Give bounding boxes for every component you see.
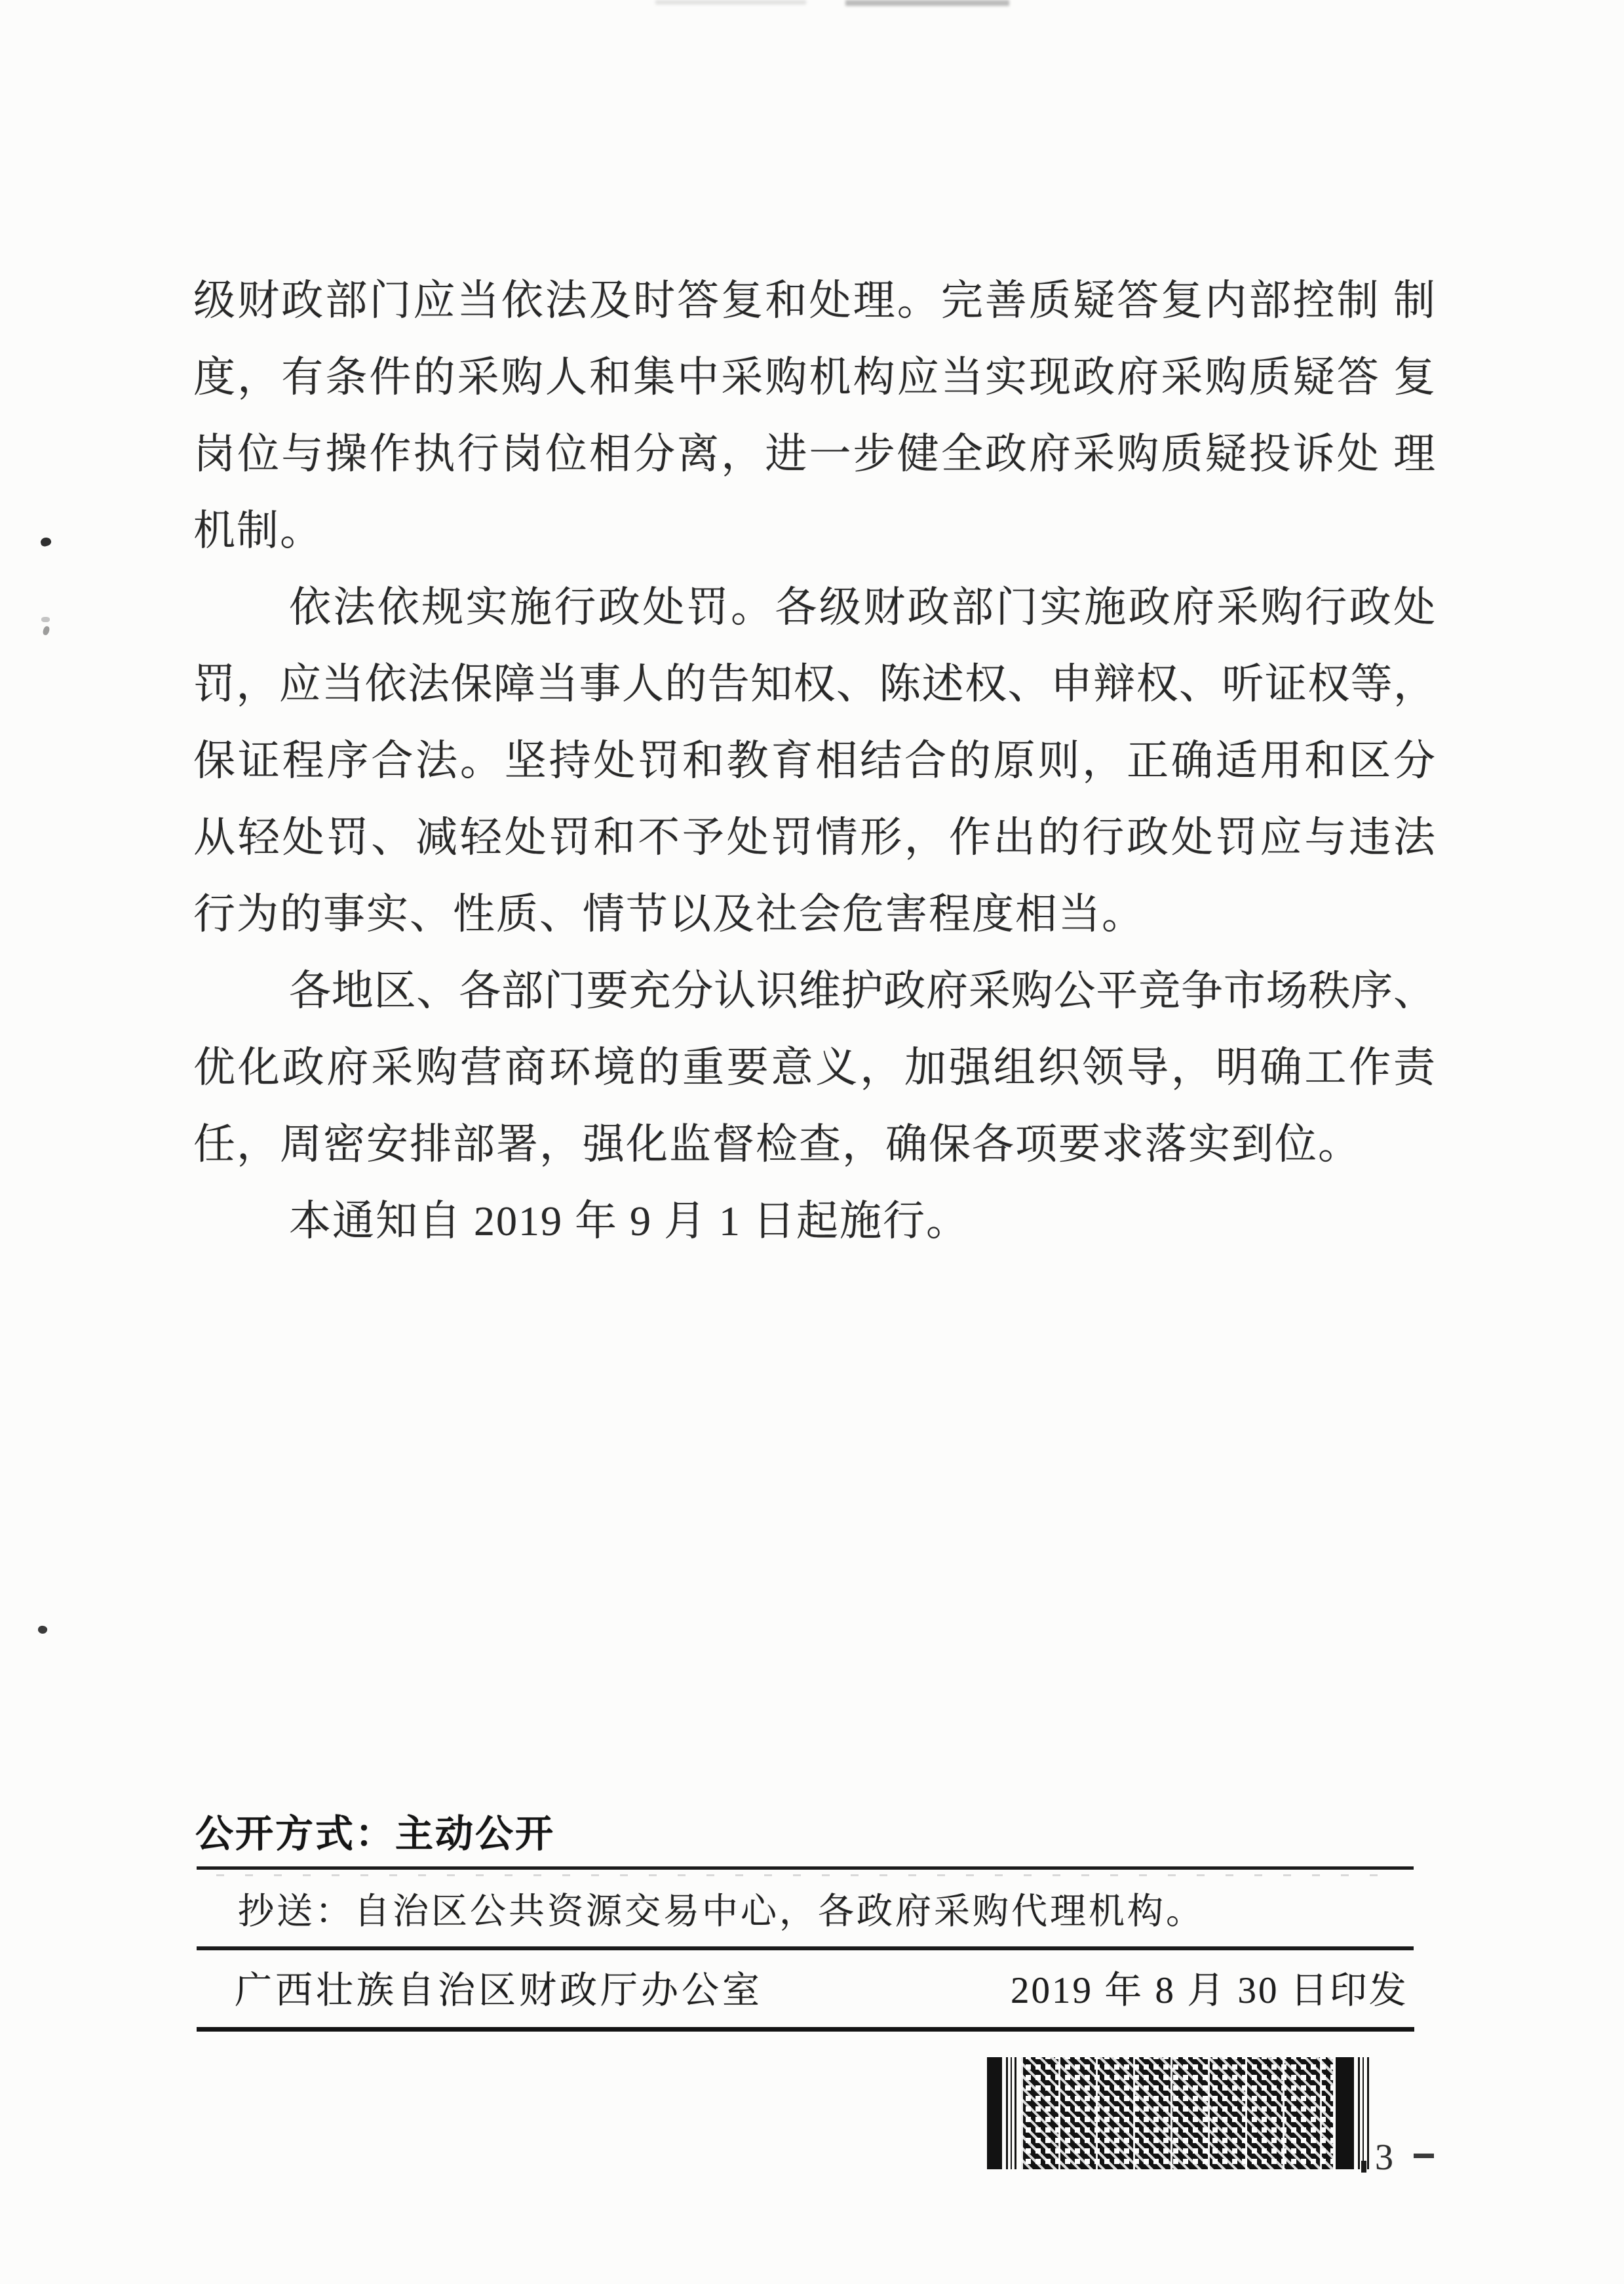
document-barcode: [987, 2057, 1374, 2169]
body-line: 机制。: [193, 507, 323, 554]
body-line: 度，有条件的采购人和集中采购机构应当实现政府采购质疑答 复: [193, 354, 1435, 401]
divider-line: [197, 1866, 1414, 1870]
document-body: [193, 262, 1435, 1259]
body-line: 从轻处罚、减轻处罚和不予处罚情形，作出的行政处罚应与违法: [193, 814, 1435, 861]
divider-line: [197, 2027, 1414, 2032]
page-number: 3: [1375, 2137, 1393, 2178]
barcode-bar: [987, 2057, 1002, 2169]
ink-speck: [41, 617, 50, 622]
disclosure-method-heading: 公开方式：主动公开: [195, 1813, 556, 1855]
barcode-bar: [1015, 2057, 1016, 2169]
body-line: 各地区、各部门要充分认识维护政府采购公平竞争市场秩序、: [289, 968, 1435, 1014]
ink-speck: [37, 1625, 48, 1634]
barcode-bar: [1011, 2057, 1012, 2169]
ink-speck: [40, 536, 52, 547]
scan-smudge: [655, 0, 806, 5]
issuing-office: 广西壮族自治区财政厅办公室: [235, 1970, 763, 2011]
barcode-bar: [1367, 2057, 1369, 2169]
barcode-bar: [1006, 2057, 1008, 2169]
body-line: 依法依规实施行政处罚。各级财政部门实施政府采购行政处: [289, 584, 1435, 631]
body-line: 级财政部门应当依法及时答复和处理。完善质疑答复内部控制 制: [193, 277, 1435, 324]
barcode-bar: [1358, 2057, 1360, 2169]
body-line: 优化政府采购营商环境的重要意义，加强组织领导，明确工作责: [193, 1044, 1435, 1091]
page-number-dash: [1414, 2154, 1434, 2158]
body-line: 罚，应当依法保障当事人的告知权、陈述权、申辩权、听证权等，: [193, 661, 1435, 707]
ink-speck: [42, 625, 50, 636]
body-line: 行为的事实、性质、情节以及社会危害程度相当。: [193, 891, 1145, 937]
barcode-bar: [1336, 2057, 1354, 2169]
cc-recipients-line: 抄送：自治区公共资源交易中心，各政府采购代理机构。: [238, 1891, 1205, 1931]
barcode-bar: [1363, 2057, 1364, 2169]
scan-smudge: [845, 0, 1009, 6]
scan-speckle-line: [216, 1874, 1389, 1876]
print-date: 2019 年 8 月 30 日印发: [1011, 1970, 1408, 2011]
body-line: 本通知自 2019 年 9 月 1 日起施行。: [289, 1198, 969, 1244]
body-line: 保证程序合法。坚持处罚和教育相结合的原则，正确适用和区分: [193, 738, 1435, 784]
barcode-tick: [1361, 2161, 1366, 2173]
body-line: 任，周密安排部署，强化监督检查，确保各项要求落实到位。: [193, 1121, 1361, 1168]
barcode-data-matrix: [1021, 2057, 1333, 2169]
body-line: 岗位与操作执行岗位相分离，进一步健全政府采购质疑投诉处 理: [193, 431, 1435, 477]
divider-line: [197, 1946, 1414, 1950]
